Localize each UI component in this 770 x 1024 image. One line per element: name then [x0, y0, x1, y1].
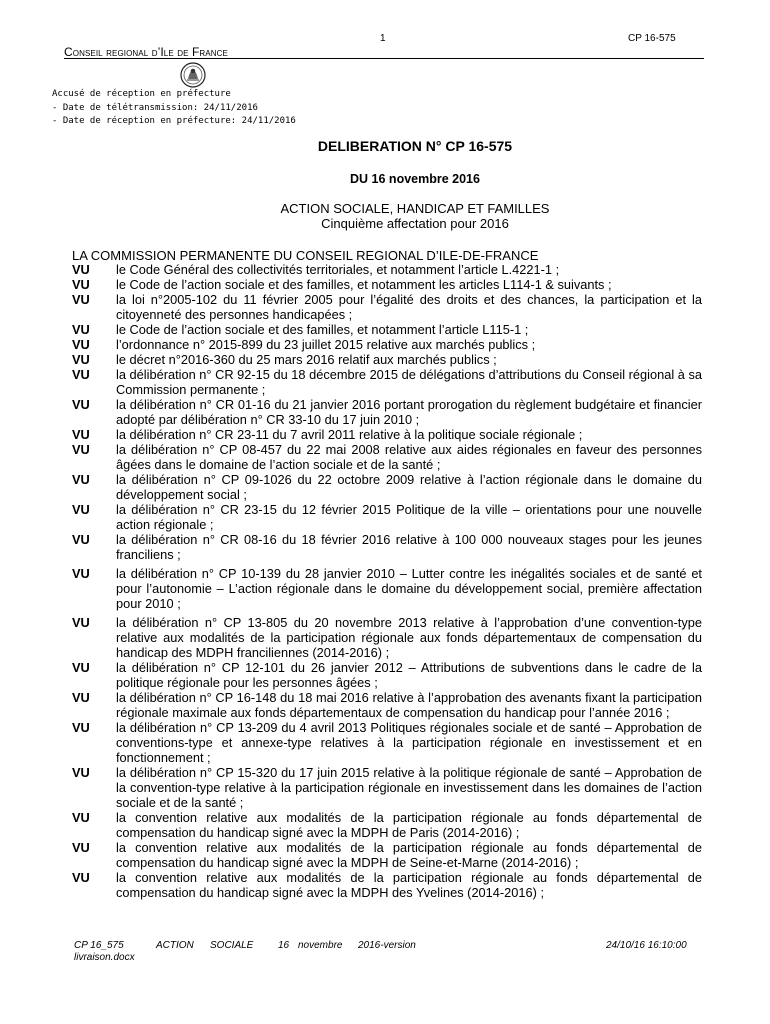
footer-document-info	[74, 940, 416, 964]
footer-timestamp: 24/10/16 16:10:00	[606, 940, 687, 951]
vu-item	[72, 690, 702, 720]
vu-label: VU	[72, 262, 90, 277]
footer-label: 16	[278, 940, 290, 951]
footer-filename: livraison.docx	[74, 952, 135, 963]
vu-text: le Code de l’action sociale et des familles, et notamment l’article L115-1 ;	[116, 322, 529, 337]
vu-label: VU	[72, 765, 90, 780]
footer-label: ACTION	[156, 940, 194, 951]
vu-text: la convention relative aux modalités de la participation régionale au fonds départemental de compensation du handicap signé avec la MDPH des Yvelines (2014-2016) ;	[116, 870, 702, 900]
vu-item	[72, 427, 702, 442]
vu-text: le Code de l’action sociale et des familles, et notamment les articles L114-1 & suivants ;	[116, 277, 612, 292]
vu-label: VU	[72, 322, 90, 337]
vu-item	[72, 765, 702, 810]
vu-text: la délibération n° CP 12-101 du 26 janvier 2012 – Attributions de subventions dans le cadre de la politique régionale pour les personnes âgées ;	[116, 660, 702, 690]
vu-list	[72, 262, 702, 900]
vu-label: VU	[72, 532, 90, 547]
stamp-line: Accusé de réception en préfecture	[52, 89, 231, 99]
page-number: 1	[380, 33, 386, 44]
vu-label: VU	[72, 367, 90, 382]
vu-label: VU	[72, 472, 90, 487]
vu-item	[72, 660, 702, 690]
footer-label: SOCIALE	[210, 940, 254, 951]
vu-item	[72, 337, 702, 352]
vu-text: la délibération n° CR 92-15 du 18 décembre 2015 de délégations d’attributions du Conseil régional à sa Commission permanente ;	[116, 367, 702, 397]
vu-item	[72, 472, 702, 502]
reception-stamp	[52, 88, 296, 129]
vu-label: VU	[72, 870, 90, 885]
vu-label: VU	[72, 660, 90, 675]
vu-item	[72, 442, 702, 472]
vu-label: VU	[72, 502, 90, 517]
vu-text: la convention relative aux modalités de la participation régionale au fonds départemental de compensation du handicap signé avec la MDPH de Paris (2014-2016) ;	[116, 810, 702, 840]
vu-label: VU	[72, 427, 90, 442]
footer-label: novembre	[298, 940, 343, 951]
organization-name: Conseil regional d’Ile de France	[64, 45, 228, 59]
vu-item	[72, 840, 702, 870]
prefecture-seal-icon	[180, 62, 206, 88]
vu-item	[72, 720, 702, 765]
vu-label: VU	[72, 352, 90, 367]
vu-label: VU	[72, 810, 90, 825]
commission-heading: LA COMMISSION PERMANENTE DU CONSEIL REGIONAL D’ILE-DE-FRANCE	[72, 248, 539, 263]
vu-text: la convention relative aux modalités de la participation régionale au fonds départemental de compensation du handicap signé avec la MDPH de Seine-et-Marne (2014-2016) ;	[116, 840, 702, 870]
footer-label: 2016-version	[358, 940, 416, 951]
deliberation-subject: ACTION SOCIALE, HANDICAP ET FAMILLES	[280, 201, 550, 216]
deliberation-title: DELIBERATION N° CP 16-575	[317, 138, 513, 154]
vu-item	[72, 292, 702, 322]
vu-label: VU	[72, 442, 90, 457]
vu-item	[72, 397, 702, 427]
vu-item	[72, 615, 702, 660]
vu-label: VU	[72, 840, 90, 855]
deliberation-date: DU 16 novembre 2016	[350, 172, 480, 186]
vu-label: VU	[72, 292, 90, 307]
vu-text: la délibération n° CR 01-16 du 21 janvier 2016 portant prorogation du règlement budgétaire et financier adopté par délibération n° CR 33-10 du 17 juin 2010 ;	[116, 397, 702, 427]
vu-text: la délibération n° CP 09-1026 du 22 octobre 2009 relative à l’action régionale dans le domaine du développement social ;	[116, 472, 702, 502]
vu-item	[72, 262, 702, 277]
vu-item	[72, 502, 702, 532]
vu-text: la loi n°2005-102 du 11 février 2005 pour l’égalité des droits et des chances, la participation et la citoyenneté des personnes handicapées ;	[116, 292, 702, 322]
vu-label: VU	[72, 690, 90, 705]
header-rule	[64, 58, 704, 59]
vu-text: la délibération n° CP 16-148 du 18 mai 2016 relative à l’approbation des avenants fixant la participation régionale maximale aux fonds départementaux de compensation du handicap pour l’année 2016 ;	[116, 690, 702, 720]
vu-text: la délibération n° CP 13-209 du 4 avril 2013 Politiques régionales sociale et de santé – Approbation de conventions-type et annexe-type relatives à la participation régionale en investissement et en fonctionnement ;	[116, 720, 702, 765]
vu-label: VU	[72, 277, 90, 292]
vu-text: la délibération n° CP 15-320 du 17 juin 2015 relative à la politique régionale de santé – Approbation de la convention-type relative à la participation régionale en investissement dans les domaines de l’action sociale et de la santé ;	[116, 765, 702, 810]
vu-text: la délibération n° CR 08-16 du 18 février 2016 relative à 100 000 nouveaux stages pour les jeunes franciliens ;	[116, 532, 702, 562]
vu-label: VU	[72, 615, 90, 630]
deliberation-subtitle: Cinquième affectation pour 2016	[321, 216, 509, 231]
vu-item	[72, 322, 702, 337]
vu-label: VU	[72, 720, 90, 735]
vu-item	[72, 367, 702, 397]
stamp-line: - Date de réception en préfecture: 24/11/2016	[52, 116, 296, 126]
vu-text: la délibération n° CP 13-805 du 20 novembre 2013 relative à l’approbation d’une convention-type relative aux modalités de la participation régionale aux fonds départementaux de compensation du handicap des MDPH franciliennes (2014-2016) ;	[116, 615, 702, 660]
vu-item	[72, 532, 702, 562]
vu-text: l’ordonnance n° 2015-899 du 23 juillet 2015 relative aux marchés publics ;	[116, 337, 536, 352]
vu-label: VU	[72, 337, 90, 352]
vu-item	[72, 870, 702, 900]
vu-text: le décret n°2016-360 du 25 mars 2016 relatif aux marchés publics ;	[116, 352, 497, 367]
vu-text: la délibération n° CR 23-15 du 12 février 2015 Politique de la ville – orientations pour une nouvelle action régionale ;	[116, 502, 702, 532]
vu-item	[72, 277, 702, 292]
vu-item	[72, 352, 702, 367]
stamp-line: - Date de télétransmission: 24/11/2016	[52, 102, 258, 113]
vu-item	[72, 566, 702, 611]
vu-text: la délibération n° CP 10-139 du 28 janvier 2010 – Lutter contre les inégalités sociales et de santé et pour l’autonomie – L’action régionale dans le domaine du développement social, première affectation pour 2010 ;	[116, 566, 702, 611]
vu-label: VU	[72, 397, 90, 412]
document-reference: CP 16-575	[628, 33, 676, 44]
footer-doc-ref: CP 16_575	[74, 940, 124, 951]
vu-label: VU	[72, 566, 90, 581]
vu-text: la délibération n° CP 08-457 du 22 mai 2008 relative aux aides régionales en faveur des personnes âgées dans le domaine de l’action sociale et de la santé ;	[116, 442, 702, 472]
vu-text: la délibération n° CR 23-11 du 7 avril 2011 relative à la politique sociale régionale ;	[116, 427, 583, 442]
vu-item	[72, 810, 702, 840]
vu-text: le Code Général des collectivités territoriales, et notamment l’article L.4221-1 ;	[116, 262, 560, 277]
